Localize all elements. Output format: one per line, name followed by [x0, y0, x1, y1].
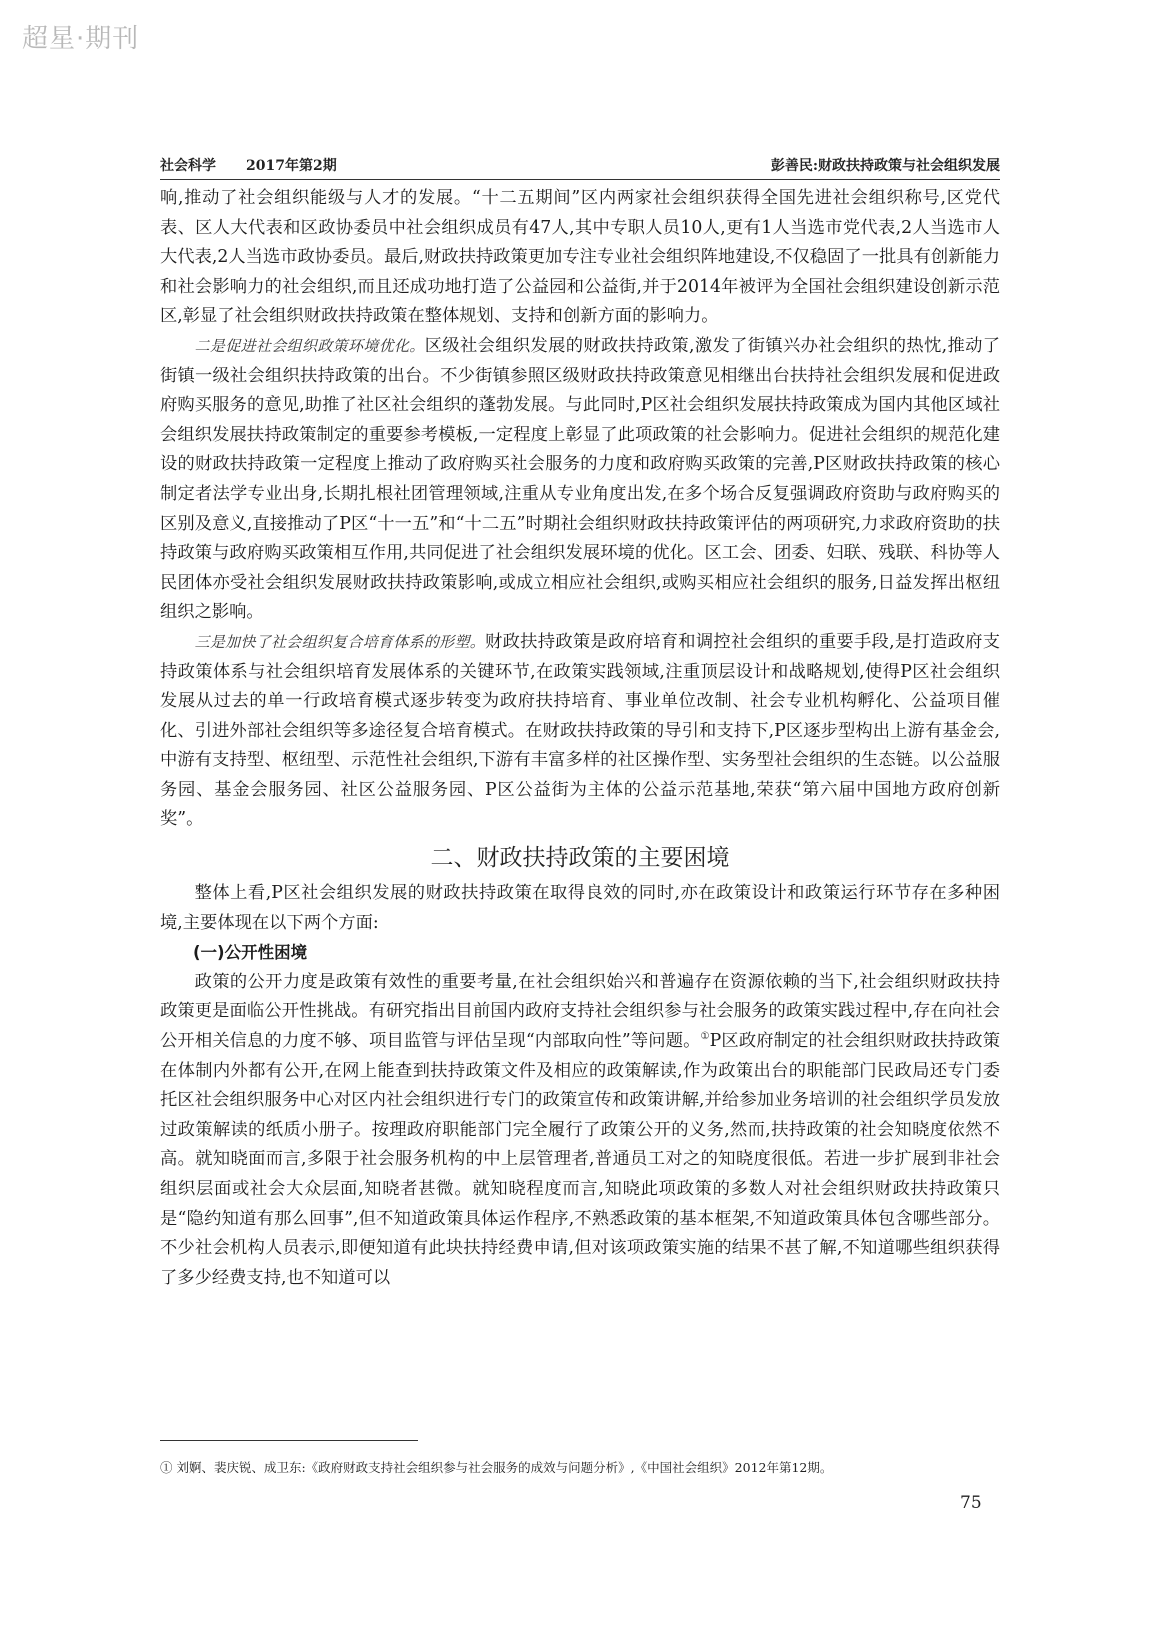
paragraph-3-text: 财政扶持政策是政府培育和调控社会组织的重要手段,是打造政府支持政策体系与社会组织培育发展体系的关键环节,在政策实践领域,注重顶层设计和战略规划,使得P区社会组织发展从过去的单一行政培育模式逐步转变为政府扶持培育、事业单位改制、社会专业机构孵化、公益项目催化、引进外部社会组织等多途径复合培育模式。在财政扶持政策的导引和支持下,P区逐步型构出上游有基金会,中游有支持型、枢纽型、示范性社会组织,下游有丰富多样的社区操作型、实务型社会组织的生态链。以公益服务园、基金会服务园、社区公益服务园、P区公益街为主体的公益示范基地,荣获“第六届中国地方政府创新奖”。 [160, 631, 1000, 830]
paragraph-3-lead: 三是加快了社会组织复合培育体系的形塑。 [194, 632, 486, 651]
subsection-heading: (一)公开性困境 [193, 943, 308, 963]
paragraph-4: 整体上看,P区社会组织发展的财政扶持政策在取得良效的同时,亦在政策设计和政策运行环节存在多种困境,主要体现在以下两个方面: [160, 883, 1000, 933]
footnote: ① 刘婀、裴庆锐、成卫东:《政府财政支持社会组织参与社会服务的成效与问题分析》,《中国社会组织》2012年第12期。 [160, 1460, 833, 1475]
section-heading: 二、财政扶持政策的主要困境 [430, 845, 730, 872]
running-header [160, 155, 1000, 180]
footnote-divider [160, 1440, 418, 1441]
paragraph-2-lead: 二是促进社会组织政策环境优化。 [194, 336, 425, 355]
header-left [160, 155, 367, 175]
paragraph-3 [160, 628, 1000, 835]
paragraph-5 [160, 968, 1000, 1294]
paragraph-5-text-b: P区政府制定的社会组织财政扶持政策在体制内外都有公开,在网上能查到扶持政策文件及相应的政策解读,作为政策出台的职能部门民政局还专门委托区社会组织服务中心对区内社会组织进行专门的政策宣传和政策讲解,并给参加业务培训的社会组织学员发放过政策解读的纸质小册子。按理政府职能部门完全履行了政策公开的义务,然而,扶持政策的社会知晓度依然不高。就知晓面而言,多限于社会服务机构的中上层管理者,普通员工对之的知晓度很低。若进一步扩展到非社会组织层面或社会大众层面,知晓者甚微。就知晓程度而言,知晓此项政策的多数人对社会组织财政扶持政策只是“隐约知道有那么回事”,但不知道政策具体运作程序,不熟悉政策的基本框架,不知道政策具体包含哪些部分。不少社会机构人员表示,即便知道有此块扶持经费申请,但对该项政策实施的结果不甚了解,不知道哪些组织获得了多少经费支持,也不知道可以 [160, 1031, 1000, 1288]
paragraph-1: 响,推动了社会组织能级与人才的发展。“十二五期间”区内两家社会组织获得全国先进社会组织称号,区党代表、区人大代表和区政协委员中社会组织成员有47人,其中专职人员10人,更有1人当选市党代表,2人当选市人大代表,2人当选市政协委员。最后,财政扶持政策更加专注专业社会组织阵地建设,不仅稳固了一批具有创新能力和社会影响力的社会组织,而且还成功地打造了公益园和公益街,并于2014年被评为全国社会组织建设创新示范区,彰显了社会组织财政扶持政策在整体规划、支持和创新方面的影响力。 [160, 188, 1000, 327]
paragraph-2 [160, 332, 1000, 628]
watermark-logo: 超星·期刊 [22, 24, 140, 54]
article-title-header: 彭善民:财政扶持政策与社会组织发展 [770, 158, 1000, 174]
issue-label: 2017年第2期 [246, 158, 337, 174]
paragraph-2-text: 区级社会组织发展的财政扶持政策,激发了街镇兴办社会组织的热忱,推动了街镇一级社会组织扶持政策的出台。不少街镇参照区级财政扶持政策意见相继出台扶持社会组织发展和促进政府购买服务的意见,助推了社区社会组织的蓬勃发展。与此同时,P区社会组织发展扶持政策成为国内其他区域社会组织发展扶持政策制定的重要参考模板,一定程度上彰显了此项政策的社会影响力。促进社会组织的规范化建设的财政扶持政策一定程度上推动了政府购买社会服务的力度和政府购买政策的完善,P区财政扶持政策的核心制定者法学专业出身,长期扎根社团管理领域,注重从专业角度出发,在多个场合反复强调政府资助与政府购买的区别及意义,直接推动了P区“十一五”和“十二五”时期社会组织财政扶持政策评估的两项研究,力求政府资助的扶持政策与政府购买政策相互作用,共同促进了社会组织发展环境的优化。区工会、团委、妇联、残联、科协等人民团体亦受社会组织发展财政扶持政策影响,或成立相应社会组织,或购买相应社会组织的服务,日益发挥出枢纽组织之影响。 [160, 335, 1000, 623]
journal-name: 社会科学 [160, 158, 216, 174]
page-number: 75 [960, 1493, 982, 1513]
paragraph-5-text-a: 政策的公开力度是政策有效性的重要考量,在社会组织始兴和普遍存在资源依赖的当下,社会组织财政扶持政策更是面临公开性挑战。有研究指出目前国内政府支持社会组织参与社会服务的政策实践过程中,存在向社会公开相关信息的力度不够、项目监管与评估呈现“内部取向性”等问题。 [160, 971, 1000, 1052]
article-body [160, 184, 1000, 1293]
footnote-reference[interactable]: ① [700, 1031, 710, 1043]
